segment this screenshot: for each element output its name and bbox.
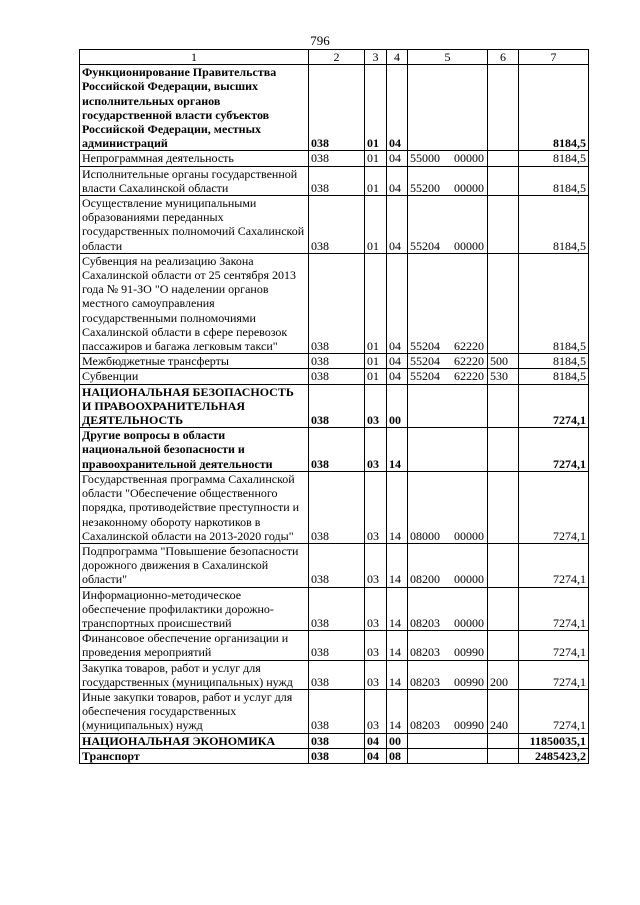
row-name-cell: Субвенции: [80, 369, 309, 384]
row-rz-cell: 04: [365, 748, 387, 763]
csr-program-code: 08203: [410, 615, 440, 630]
row-vr-cell: [488, 587, 519, 631]
row-rz-cell: 03: [365, 631, 387, 660]
row-pr-cell: 00: [387, 733, 408, 748]
row-sum-cell: 8184,5: [519, 354, 589, 369]
row-ved-cell: 038: [309, 253, 365, 353]
csr-direction-code: 62220: [454, 339, 484, 354]
row-vr-cell: [488, 631, 519, 660]
row-rz-cell: 03: [365, 428, 387, 472]
csr-program-code: 08203: [410, 674, 440, 689]
table-row: [80, 384, 589, 428]
row-rz-cell: 01: [365, 354, 387, 369]
row-ved-cell: 038: [309, 631, 365, 660]
row-name-cell: НАЦИОНАЛЬНАЯ БЕЗОПАСНОСТЬ И ПРАВООХРАНИТЕЛЬНАЯ ДЕЯТЕЛЬНОСТЬ: [80, 384, 309, 428]
row-rz-cell: 03: [365, 384, 387, 428]
row-csr-cell: [408, 631, 488, 660]
csr-direction-code: 00000: [454, 572, 484, 587]
row-sum-cell: 8184,5: [519, 166, 589, 195]
header-cell-csr: 5: [408, 50, 488, 65]
row-ved-cell: 038: [309, 151, 365, 166]
row-name-cell: Другие вопросы в области национальной безопасности и правоохранительной деятельности: [80, 428, 309, 472]
table-row: [80, 660, 589, 689]
row-pr-cell: 04: [387, 166, 408, 195]
row-sum-cell: 7274,1: [519, 660, 589, 689]
row-vr-cell: 500: [488, 354, 519, 369]
row-vr-cell: [488, 471, 519, 543]
csr-direction-code: 00000: [454, 180, 484, 195]
row-ved-cell: 038: [309, 354, 365, 369]
csr-program-code: 55204: [410, 369, 440, 384]
csr-direction-code: 62220: [454, 354, 484, 369]
row-csr-cell: [408, 166, 488, 195]
row-ved-cell: 038: [309, 689, 365, 733]
row-csr-cell: [408, 65, 488, 151]
row-name-cell: Функционирование Правительства Российской Федерации, высших исполнительных органов государственной власти субъектов Российской Федерации, местных администраций: [80, 65, 309, 151]
row-rz-cell: 03: [365, 660, 387, 689]
row-rz-cell: 01: [365, 369, 387, 384]
table-row: [80, 471, 589, 543]
table-row: [80, 428, 589, 472]
row-name-cell: Субвенция на реализацию Закона Сахалинской области от 25 сентября 2013 года № 91-ЗО "О наделении органов местного самоуправления государственными полномочиями Сахалинской области в сфере перевозок пассажиров и багажа легковым такси": [80, 253, 309, 353]
row-ved-cell: 038: [309, 543, 365, 587]
row-sum-cell: 7274,1: [519, 428, 589, 472]
table-row: [80, 65, 589, 151]
row-name-cell: Межбюджетные трансферты: [80, 354, 309, 369]
row-sum-cell: 8184,5: [519, 151, 589, 166]
row-csr-cell: [408, 543, 488, 587]
row-csr-cell: [408, 689, 488, 733]
row-sum-cell: 7274,1: [519, 543, 589, 587]
row-csr-cell: [408, 354, 488, 369]
page-number: 796: [310, 33, 330, 48]
row-vr-cell: [488, 65, 519, 151]
row-ved-cell: 038: [309, 196, 365, 254]
row-name-cell: Закупка товаров, работ и услуг для государственных (муниципальных) нужд: [80, 660, 309, 689]
row-sum-cell: 2485423,2: [519, 748, 589, 763]
csr-direction-code: 00000: [454, 238, 484, 253]
row-csr-cell: [408, 733, 488, 748]
row-ved-cell: 038: [309, 587, 365, 631]
row-ved-cell: 038: [309, 733, 365, 748]
table-row: [80, 689, 589, 733]
csr-direction-code: 00990: [454, 645, 484, 660]
row-ved-cell: 038: [309, 384, 365, 428]
table-row: [80, 151, 589, 166]
table-row: [80, 369, 589, 384]
row-pr-cell: 14: [387, 660, 408, 689]
row-name-cell: Подпрограмма "Повышение безопасности дорожного движения в Сахалинской области": [80, 543, 309, 587]
csr-direction-code: 00990: [454, 674, 484, 689]
row-ved-cell: 038: [309, 428, 365, 472]
row-pr-cell: 04: [387, 65, 408, 151]
csr-program-code: 08200: [410, 572, 440, 587]
csr-program-code: 55200: [410, 180, 440, 195]
row-sum-cell: 7274,1: [519, 384, 589, 428]
row-sum-cell: 8184,5: [519, 196, 589, 254]
row-pr-cell: 04: [387, 253, 408, 353]
row-csr-cell: [408, 748, 488, 763]
row-ved-cell: 038: [309, 65, 365, 151]
csr-program-code: 55204: [410, 238, 440, 253]
row-name-cell: Государственная программа Сахалинской области "Обеспечение общественного порядка, противодействие преступности и незаконному обороту наркотиков в Сахалинской области на 2013-2020 годы": [80, 471, 309, 543]
row-pr-cell: 04: [387, 354, 408, 369]
row-pr-cell: 08: [387, 748, 408, 763]
row-vr-cell: [488, 748, 519, 763]
row-vr-cell: [488, 151, 519, 166]
table-row: [80, 253, 589, 353]
row-csr-cell: [408, 151, 488, 166]
row-vr-cell: 530: [488, 369, 519, 384]
table-row: [80, 166, 589, 195]
row-name-cell: НАЦИОНАЛЬНАЯ ЭКОНОМИКА: [80, 733, 309, 748]
row-sum-cell: 7274,1: [519, 587, 589, 631]
row-sum-cell: 8184,5: [519, 369, 589, 384]
table-row: [80, 587, 589, 631]
table-row: [80, 748, 589, 763]
row-rz-cell: 03: [365, 587, 387, 631]
row-pr-cell: 04: [387, 369, 408, 384]
row-pr-cell: 14: [387, 471, 408, 543]
csr-program-code: 08000: [410, 528, 440, 543]
csr-program-code: 55000: [410, 151, 440, 166]
row-pr-cell: 14: [387, 631, 408, 660]
row-csr-cell: [408, 384, 488, 428]
row-sum-cell: 7274,1: [519, 689, 589, 733]
row-vr-cell: [488, 166, 519, 195]
row-rz-cell: 01: [365, 151, 387, 166]
row-pr-cell: 04: [387, 151, 408, 166]
table-row: [80, 543, 589, 587]
row-csr-cell: [408, 196, 488, 254]
row-pr-cell: 14: [387, 689, 408, 733]
header-cell-rz: 3: [365, 50, 387, 65]
row-name-cell: Информационно-методическое обеспечение профилактики дорожно-транспортных происшествий: [80, 587, 309, 631]
row-rz-cell: 01: [365, 196, 387, 254]
table-row: [80, 354, 589, 369]
row-pr-cell: 14: [387, 543, 408, 587]
row-rz-cell: 01: [365, 253, 387, 353]
row-csr-cell: [408, 428, 488, 472]
header-cell-vr: 6: [488, 50, 519, 65]
row-vr-cell: [488, 196, 519, 254]
row-name-cell: Непрограммная деятельность: [80, 151, 309, 166]
csr-program-code: 08203: [410, 645, 440, 660]
row-pr-cell: 04: [387, 196, 408, 254]
row-pr-cell: 14: [387, 428, 408, 472]
row-sum-cell: 8184,5: [519, 65, 589, 151]
row-name-cell: Транспорт: [80, 748, 309, 763]
row-ved-cell: 038: [309, 748, 365, 763]
row-vr-cell: [488, 733, 519, 748]
csr-direction-code: 00990: [454, 718, 484, 733]
row-rz-cell: 01: [365, 65, 387, 151]
row-pr-cell: 00: [387, 384, 408, 428]
header-row: [80, 50, 589, 65]
row-csr-cell: [408, 253, 488, 353]
row-ved-cell: 038: [309, 471, 365, 543]
row-csr-cell: [408, 587, 488, 631]
row-csr-cell: [408, 660, 488, 689]
csr-program-code: 55204: [410, 339, 440, 354]
row-sum-cell: 8184,5: [519, 253, 589, 353]
row-sum-cell: 11850035,1: [519, 733, 589, 748]
csr-program-code: 55204: [410, 354, 440, 369]
row-sum-cell: 7274,1: [519, 471, 589, 543]
header-cell-ved: 2: [309, 50, 365, 65]
row-ved-cell: 038: [309, 166, 365, 195]
row-rz-cell: 01: [365, 166, 387, 195]
header-cell-pr: 4: [387, 50, 408, 65]
row-vr-cell: [488, 543, 519, 587]
table-row: [80, 631, 589, 660]
table-row: [80, 733, 589, 748]
csr-direction-code: 00000: [454, 528, 484, 543]
row-rz-cell: 03: [365, 543, 387, 587]
csr-direction-code: 00000: [454, 151, 484, 166]
row-name-cell: Осуществление муниципальными образованиями переданных государственных полномочий Сахалинской области: [80, 196, 309, 254]
header-cell-name: 1: [80, 50, 309, 65]
row-csr-cell: [408, 471, 488, 543]
row-name-cell: Финансовое обеспечение организации и проведения мероприятий: [80, 631, 309, 660]
row-name-cell: Иные закупки товаров, работ и услуг для обеспечения государственных (муниципальных) нужд: [80, 689, 309, 733]
row-vr-cell: 200: [488, 660, 519, 689]
row-vr-cell: 240: [488, 689, 519, 733]
row-vr-cell: [488, 384, 519, 428]
row-ved-cell: 038: [309, 660, 365, 689]
row-rz-cell: 03: [365, 689, 387, 733]
row-name-cell: Исполнительные органы государственной власти Сахалинской области: [80, 166, 309, 195]
row-pr-cell: 14: [387, 587, 408, 631]
row-sum-cell: 7274,1: [519, 631, 589, 660]
row-ved-cell: 038: [309, 369, 365, 384]
row-vr-cell: [488, 253, 519, 353]
csr-program-code: 08203: [410, 718, 440, 733]
row-rz-cell: 04: [365, 733, 387, 748]
header-cell-sum: 7: [519, 50, 589, 65]
budget-table: [79, 49, 589, 764]
row-vr-cell: [488, 428, 519, 472]
row-csr-cell: [408, 369, 488, 384]
csr-direction-code: 00000: [454, 615, 484, 630]
table-row: [80, 196, 589, 254]
row-rz-cell: 03: [365, 471, 387, 543]
csr-direction-code: 62220: [454, 369, 484, 384]
